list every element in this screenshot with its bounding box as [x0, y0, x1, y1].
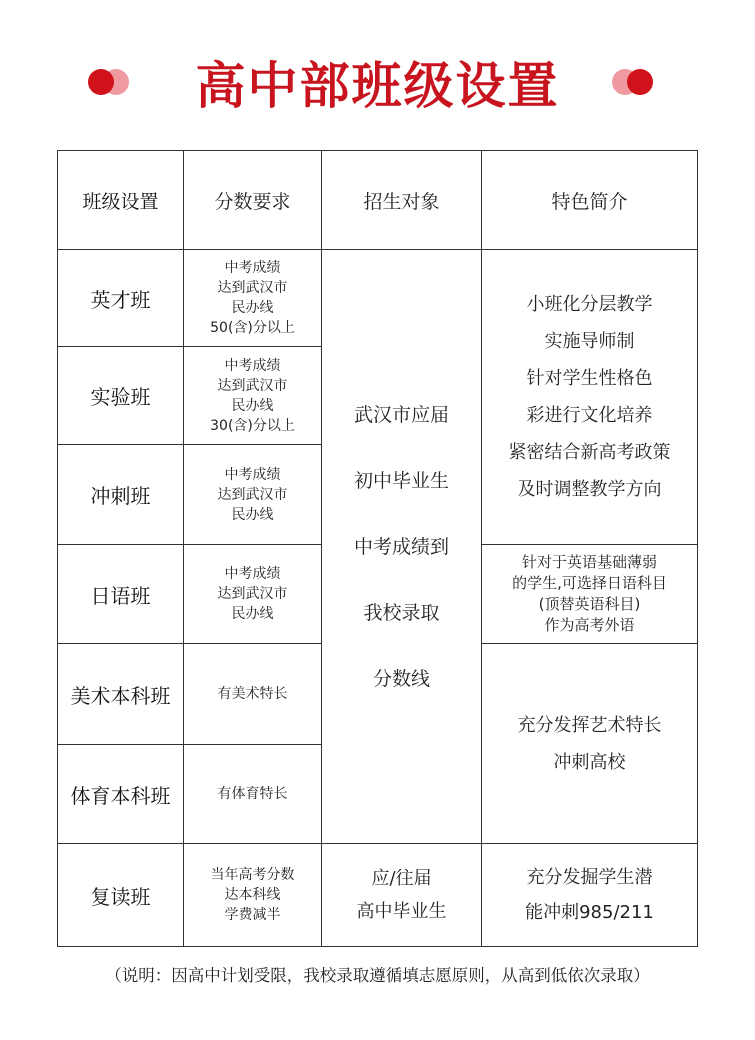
- header-target: 招生对象: [322, 151, 482, 250]
- score-requirement: 有美术特长: [184, 644, 322, 745]
- header-feature: 特色简介: [482, 151, 698, 250]
- class-name: 日语班: [58, 545, 184, 644]
- feature-intro-japanese: 针对于英语基础薄弱 的学生,可选择日语科目 (顶替英语科目) 作为高考外语: [482, 545, 698, 644]
- feature-intro-arts-sports: 充分发挥艺术特长 冲刺高校: [482, 644, 698, 844]
- decorative-dots-right: [612, 69, 656, 99]
- page-title: 高中部班级设置: [195, 57, 560, 115]
- score-requirement: 中考成绩 达到武汉市 民办线 50(含)分以上: [184, 250, 322, 347]
- header-row: [58, 151, 698, 250]
- class-name: 英才班: [58, 250, 184, 347]
- dot-icon: [627, 69, 653, 95]
- feature-intro-main: 小班化分层教学 实施导师制 针对学生性格色 彩进行文化培养 紧密结合新高考政策 及时调整教学方向: [482, 250, 698, 545]
- class-name: 实验班: [58, 347, 184, 445]
- score-requirement: 中考成绩 达到武汉市 民办线 30(含)分以上: [184, 347, 322, 445]
- header-requirement: 分数要求: [184, 151, 322, 250]
- class-name: 体育本科班: [58, 745, 184, 844]
- header-class: 班级设置: [58, 151, 184, 250]
- feature-intro-repeat: 充分发掘学生潜 能冲刺985/211: [482, 844, 698, 947]
- footnote: （说明：因高中计划受限，我校录取遵循填志愿原则，从高到低依次录取）: [105, 966, 650, 985]
- class-table: [57, 150, 698, 947]
- class-name: 冲刺班: [58, 445, 184, 545]
- score-requirement: 当年高考分数 达本科线 学费减半: [184, 844, 322, 947]
- enrollment-target-main: 武汉市应届 初中毕业生 中考成绩到 我校录取 分数线: [322, 250, 482, 844]
- table-row: [58, 250, 698, 347]
- score-requirement: 中考成绩 达到武汉市 民办线: [184, 445, 322, 545]
- table-row: [58, 844, 698, 947]
- class-name: 复读班: [58, 844, 184, 947]
- class-name: 美术本科班: [58, 644, 184, 745]
- score-requirement: 有体育特长: [184, 745, 322, 844]
- enrollment-target-repeat: 应/往届 高中毕业生: [322, 844, 482, 947]
- title-banner: [0, 40, 755, 120]
- score-requirement: 中考成绩 达到武汉市 民办线: [184, 545, 322, 644]
